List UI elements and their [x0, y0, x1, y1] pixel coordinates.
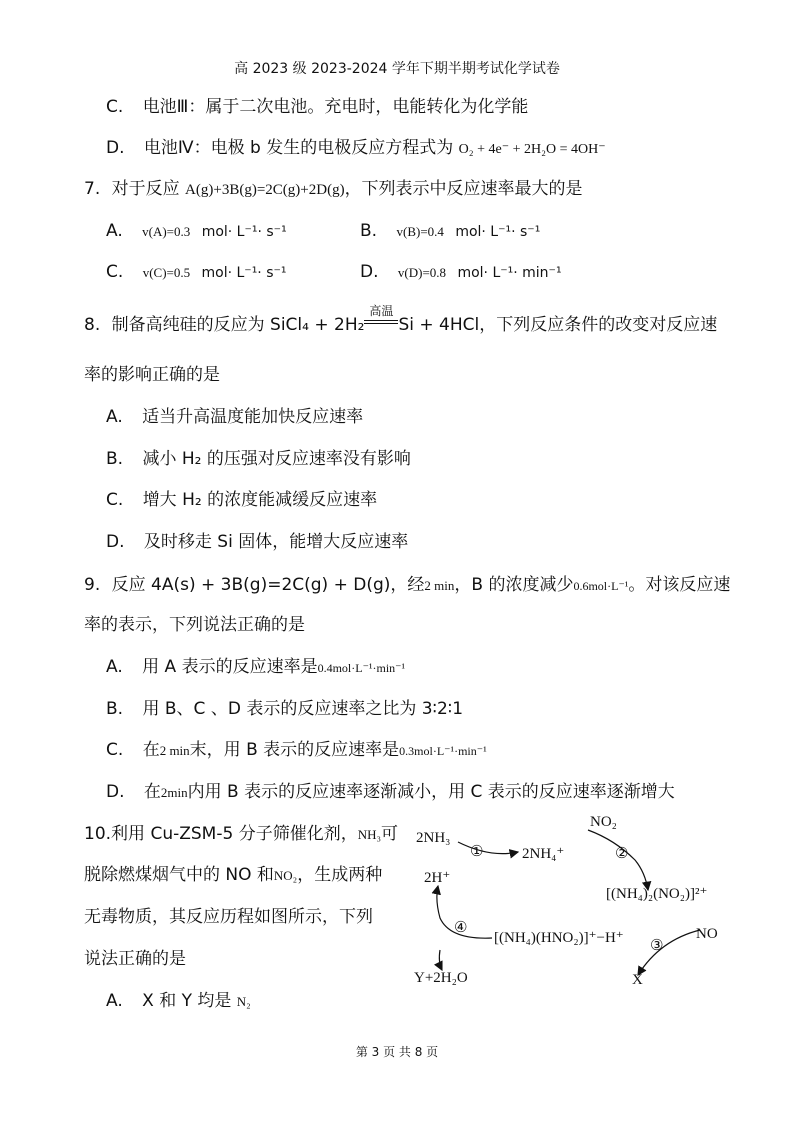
reaction-mechanism-diagram: [410, 810, 740, 1000]
formula: NO₂: [273, 868, 298, 883]
q10-option-a: [106, 990, 251, 1013]
node-2nh4: 2NH₄⁺: [522, 846, 565, 862]
option-text: 在: [143, 782, 161, 802]
step-2-label: ②: [615, 844, 629, 862]
time-value: 2min: [160, 785, 188, 800]
q8-stem: [84, 304, 718, 336]
arrow-step3: [638, 930, 700, 975]
page-footer: 第 3 页 共 8 页: [355, 1045, 439, 1059]
q7-stem: [84, 178, 583, 201]
rate-unit: mol· L⁻¹· s⁻¹: [455, 224, 541, 240]
stem-text: 对于反应: [111, 179, 180, 199]
rate-expression: v(D)=0.8: [397, 265, 447, 280]
arrow-y-branch: [439, 950, 442, 970]
q9-option-d: [106, 781, 675, 804]
time-value: 2 min: [159, 743, 190, 758]
q6-option-d: [106, 137, 606, 161]
option-letter: B.: [106, 699, 124, 719]
stem-text: ，生成两种: [297, 865, 383, 885]
stem-text: 利用 Cu-ZSM-5 分子筛催化剂，: [111, 824, 358, 844]
question-number: 10.: [84, 824, 112, 844]
node-2h: 2H⁺: [424, 870, 451, 886]
stem-text: 反应 4A(s) + 3B(g)=2C(g) + D(g)，经: [111, 575, 425, 595]
rate-value: 0.3mol·L⁻¹·min⁻¹: [399, 744, 487, 758]
option-text: 电池Ⅳ：电极 b 发生的电极反应方程式为: [143, 138, 454, 158]
node-y: Y+2H₂O: [414, 970, 468, 986]
option-letter: A.: [106, 657, 123, 677]
arrow-step1: [458, 842, 518, 854]
rate-expression: v(A)=0.3: [142, 224, 191, 239]
q8-option-a: [106, 406, 363, 428]
option-letter: D.: [106, 782, 125, 802]
question-number: 8.: [84, 315, 101, 335]
step-3-label: ③: [650, 936, 664, 954]
q9-stem: [84, 574, 730, 597]
option-text: X 和 Y 均是: [142, 991, 232, 1011]
reaction-condition: 高温: [369, 304, 394, 318]
option-text: 及时移走 Si 固体，能增大反应速率: [143, 532, 409, 552]
concentration-value: 0.6mol·L⁻¹: [573, 579, 629, 593]
rate-unit: mol· L⁻¹· min⁻¹: [457, 265, 562, 281]
node-no: NO: [696, 926, 718, 942]
reaction-arrow: [364, 304, 398, 336]
stem-text: ，下列表示中反应速率最大的是: [344, 179, 583, 199]
option-text: 用 B、C 、D 表示的反应速率之比为 3∶2∶1: [142, 699, 464, 719]
q7-option-c: [106, 261, 287, 284]
q10-stem-line4: 说法正确的是: [84, 949, 186, 969]
option-text: 用 A 表示的反应速率是: [142, 657, 318, 677]
stem-text: 可: [381, 824, 399, 844]
option-letter: A.: [106, 407, 123, 427]
option-letter: C.: [106, 740, 124, 760]
q6-option-c: [106, 96, 528, 118]
rate-expression: v(C)=0.5: [142, 265, 191, 280]
option-text: 增大 H₂ 的浓度能减缓反应速率: [142, 490, 378, 510]
rate-unit: mol· L⁻¹· s⁻¹: [201, 265, 287, 281]
q8-option-c: [106, 489, 377, 511]
question-number: 7.: [84, 179, 101, 199]
option-letter: A.: [106, 221, 123, 241]
option-text: 在: [142, 740, 160, 760]
node-x: X: [632, 972, 643, 988]
option-text: 末，用 B 表示的反应速率是: [189, 740, 400, 760]
stem-text: ，B 的浓度减少: [454, 575, 574, 595]
equation: O₂ + 4e⁻ + 2H₂O = 4OH⁻: [458, 142, 606, 157]
stem-text: 脱除燃煤烟气中的 NO 和: [84, 865, 274, 885]
q10-stem-line1: [84, 823, 398, 846]
option-text: 适当升高温度能加快反应速率: [142, 407, 364, 427]
q9-stem-cont: 率的表示，下列说法正确的是: [84, 615, 305, 635]
option-text: 内用 B 表示的反应速率逐渐减小，用 C 表示的反应速率逐渐增大: [187, 782, 675, 802]
stem-text: Si + 4HCl，下列反应条件的改变对反应速: [398, 315, 718, 335]
q8-option-b: [106, 448, 411, 470]
rate-value: 0.4mol·L⁻¹·min⁻¹: [317, 661, 406, 675]
rate-unit: mol· L⁻¹· s⁻¹: [201, 224, 287, 240]
option-letter: C.: [106, 490, 124, 510]
stem-text: 。对该反应速: [628, 575, 731, 595]
option-letter: A.: [106, 991, 123, 1011]
q8-option-d: [106, 531, 408, 553]
option-text: 电池Ⅲ：属于二次电池。充电时，电能转化为化学能: [142, 97, 529, 117]
formula: N₂: [236, 994, 251, 1009]
q7-option-d: [360, 261, 562, 284]
option-text: 减小 H₂ 的压强对反应速率没有影响: [142, 449, 411, 469]
option-letter: B.: [106, 449, 124, 469]
stem-text: 制备高纯硅的反应为 SiCl₄ + 2H₂: [111, 315, 365, 335]
option-letter: D.: [106, 532, 125, 552]
question-number: 9.: [84, 575, 101, 595]
time-value: 2 min: [424, 578, 455, 593]
node-no2: NO₂: [590, 814, 617, 830]
option-letter: D.: [106, 138, 125, 158]
node-complex2: [(NH₄)(HNO₂)]⁺−H⁺: [494, 930, 624, 946]
option-letter: C.: [106, 97, 124, 117]
q9-option-b: [106, 698, 463, 720]
option-letter: C.: [106, 262, 124, 282]
node-2nh3: 2NH₃: [416, 830, 451, 846]
q8-stem-cont: 率的影响正确的是: [84, 365, 220, 385]
q9-option-a: [106, 656, 405, 679]
step-1-label: ①: [470, 842, 484, 860]
page-header: 高 2023 级 2023-2024 学年下期半期考试化学试卷: [234, 61, 560, 77]
reaction-equation: A(g)+3B(g)=2C(g)+2D(g): [185, 182, 345, 198]
q10-stem-line2: [84, 864, 382, 887]
q10-stem-line3: 无毒物质，其反应历程如图所示，下列: [84, 907, 373, 927]
step-4-label: ④: [454, 918, 468, 936]
option-letter: B.: [360, 221, 378, 241]
rate-expression: v(B)=0.4: [396, 224, 444, 239]
option-letter: D.: [360, 262, 379, 282]
q7-option-a: [106, 220, 287, 243]
formula: NH₃: [357, 827, 382, 842]
q9-option-c: [106, 739, 487, 762]
node-complex1: [(NH₄)₂(NO₂)]²⁺: [606, 886, 708, 902]
q7-option-b: [360, 220, 540, 243]
